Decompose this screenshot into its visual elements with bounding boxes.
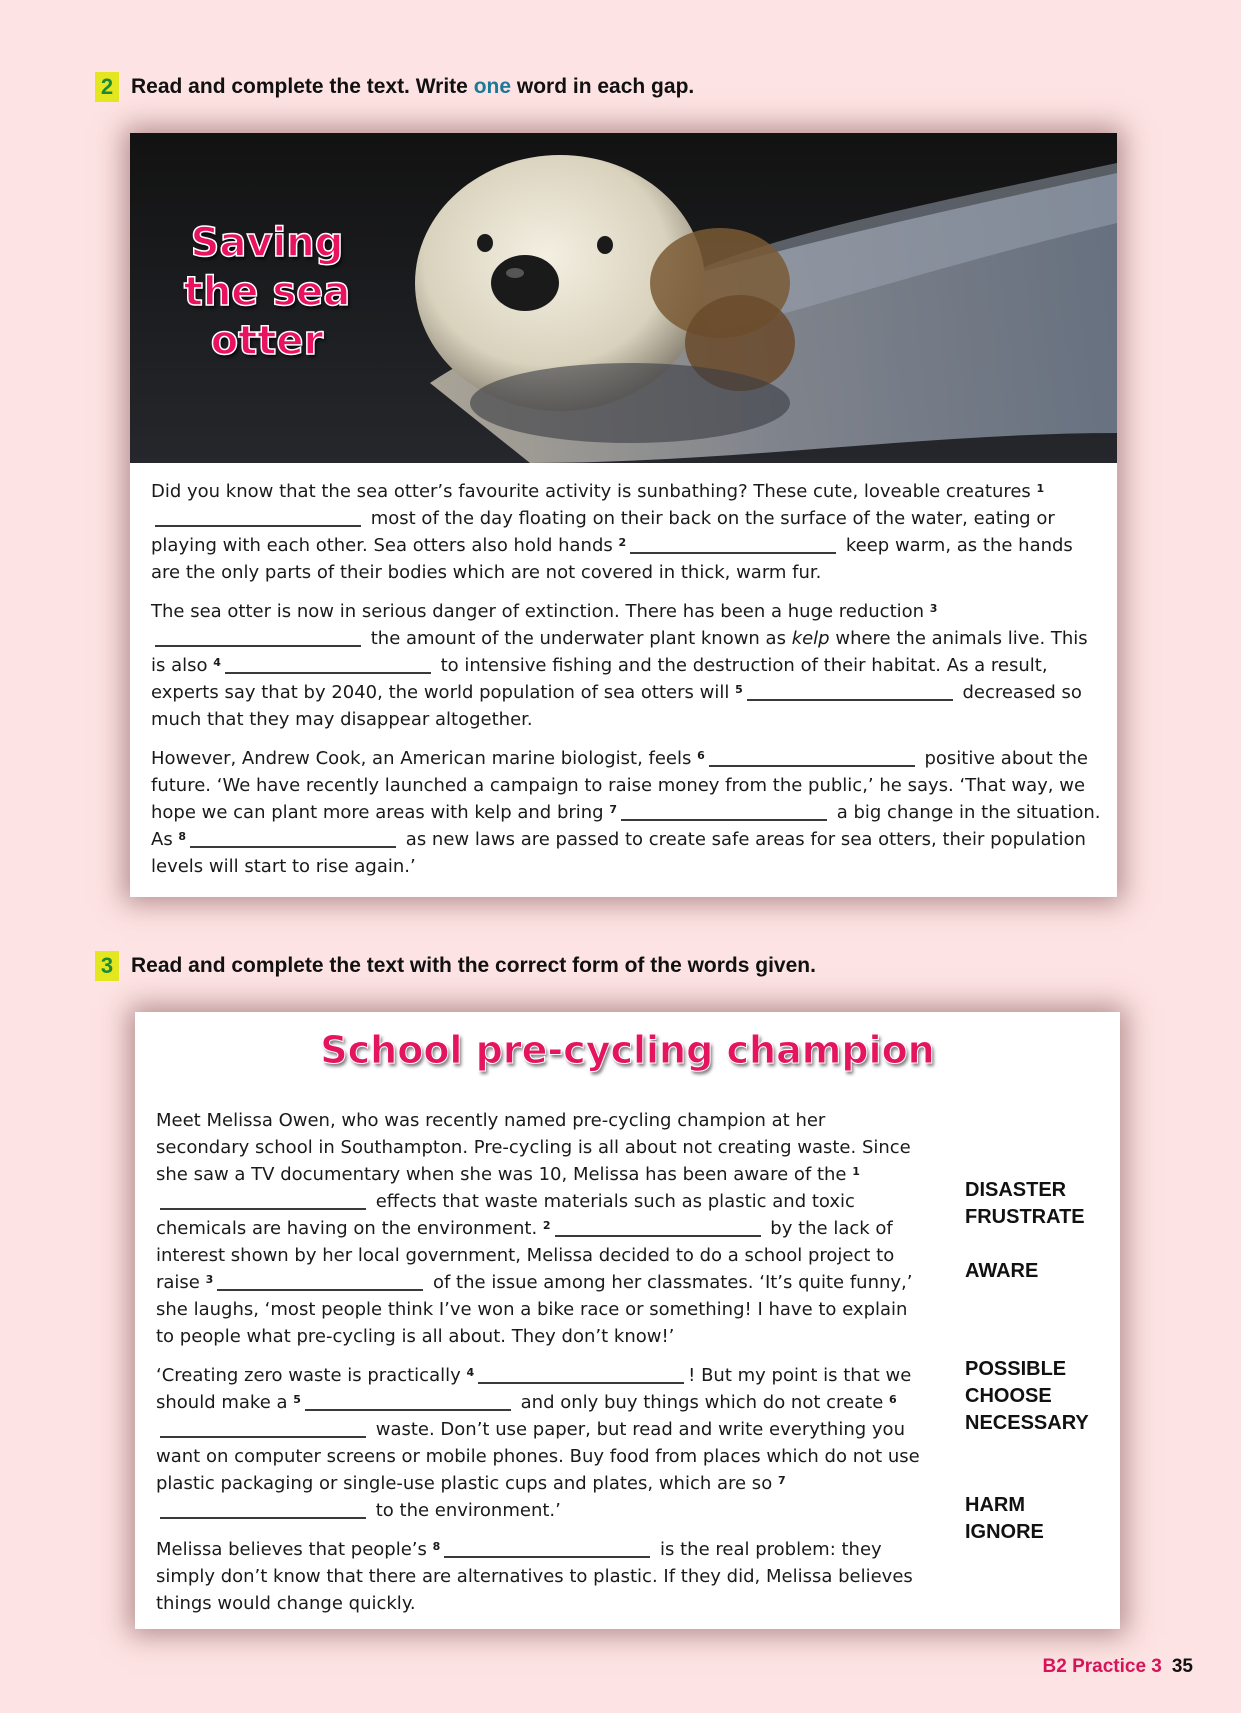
prompt-word: POSSIBLE	[965, 1358, 1067, 1380]
text-segment: ‘Creating zero waste is practically	[156, 1365, 467, 1386]
otter-gap-7[interactable]	[621, 819, 827, 821]
otter-gap-4[interactable]	[225, 672, 431, 674]
precycling-gap-7[interactable]	[160, 1517, 366, 1519]
prompt-word: DISASTER	[965, 1179, 1067, 1201]
page-footer	[1043, 1656, 1194, 1678]
precycling-gap-8[interactable]	[444, 1556, 650, 1558]
exercise-instruction	[131, 75, 694, 99]
text-segment: to the environment.’	[370, 1500, 561, 1521]
prompt-word: HARM	[965, 1494, 1025, 1516]
sea-otter-article-text	[151, 478, 1101, 892]
gap-number: 2	[618, 536, 627, 549]
gap-number: 4	[213, 656, 221, 669]
article-paragraph	[156, 1536, 921, 1617]
gap-number: 6	[889, 1393, 897, 1406]
instruction-text: word in each gap.	[511, 75, 695, 98]
photo-title-line: the sea	[183, 269, 351, 315]
exercise-instruction: Read and complete the text with the correct form of the words given.	[131, 954, 816, 977]
text-segment: The sea otter is now in serious danger of extinction. There has been a huge reduction	[151, 601, 930, 622]
prompt-word: AWARE	[965, 1260, 1039, 1282]
text-segment: by the lack of interest shown by her local government, Melissa decided to do a school project to raise	[156, 1218, 895, 1293]
sea-otter-article-card	[130, 133, 1117, 897]
prompt-word: IGNORE	[965, 1521, 1044, 1543]
otter-gap-2[interactable]	[630, 552, 836, 554]
text-segment: as new laws are passed to create safe areas for sea otters, their population levels will start to rise again.’	[151, 829, 1086, 877]
text-segment: positive about the future. ‘We have recently launched a campaign to raise money from the public,’ he says. ‘That way, we hope we can plant more areas with kelp and bring	[151, 748, 1089, 823]
gap-number: 8	[178, 830, 187, 843]
text-segment: keep warm, as the hands are the only parts of their bodies which are not covered in thick, warm fur.	[151, 535, 1073, 583]
precycling-article-text	[156, 1107, 921, 1629]
instruction-text: Read and complete the text. Write	[131, 75, 474, 98]
text-segment: However, Andrew Cook, an American marine biologist, feels	[151, 748, 698, 769]
text-segment: ! But my point is that we should make a	[156, 1365, 912, 1413]
text-segment: a big change in the situation. As	[151, 802, 1101, 850]
article-paragraph	[151, 745, 1101, 880]
gap-number: 3	[205, 1273, 214, 1286]
page-number: 35	[1171, 1656, 1193, 1677]
prompt-word: CHOOSE	[965, 1385, 1052, 1407]
precycling-gap-2[interactable]	[555, 1235, 761, 1237]
precycling-gap-3[interactable]	[217, 1289, 423, 1291]
text-segment: of the issue among her classmates. ‘It’s quite funny,’ she laughs, ‘most people think I’ve won a bike race or something! I have to explain to people what pre-cycling is all about. They don’t know!’	[156, 1272, 913, 1347]
text-segment: decreased so much that they may disappear altogether.	[151, 682, 1082, 730]
text-segment: and only buy things which do not create	[514, 1392, 889, 1413]
prompt-word: NECESSARY	[965, 1412, 1089, 1434]
gap-number: 1	[852, 1165, 860, 1178]
article-paragraph	[156, 1362, 921, 1524]
text-segment: Did you know that the sea otter’s favourite activity is sunbathing? These cute, loveable creatures	[151, 481, 1037, 502]
gap-number: 6	[697, 749, 705, 762]
precycling-gap-1[interactable]	[160, 1208, 366, 1210]
precycling-gap-4[interactable]	[478, 1382, 684, 1384]
text-segment: waste. Don’t use paper, but read and write everything you want on computer screens or mobile phones. Buy food from places which do not use plastic packaging or single-use plastic cups and plates, which are so	[156, 1419, 920, 1494]
gap-number: 2	[542, 1219, 551, 1232]
exercise-number-badge: 2	[95, 72, 119, 102]
prompt-word: FRUSTRATE	[965, 1206, 1085, 1228]
gap-number: 8	[432, 1540, 441, 1553]
book-title: B2 Practice 3	[1042, 1656, 1162, 1677]
text-segment: to intensive fishing and the destruction of their habitat. As a result, experts say that by 2040, the world population of sea otters will	[151, 655, 1048, 703]
exercise-3-heading	[95, 951, 816, 981]
text-segment: Meet Melissa Owen, who was recently named pre-cycling champion at her secondary school in Southampton. Pre-cycling is all about not creating waste. Since she saw a TV documentary when she was 10, Melissa has been aware of the	[156, 1110, 911, 1185]
gap-number: 4	[466, 1366, 475, 1379]
precycling-gap-5[interactable]	[305, 1409, 511, 1411]
article-paragraph	[151, 478, 1101, 586]
text-segment: where the animals live. This is also	[151, 628, 1088, 676]
instruction-accent-word: one	[473, 75, 512, 98]
sea-otter-photo	[130, 133, 1117, 463]
gap-number: 1	[1036, 482, 1045, 495]
italic-term: kelp	[791, 628, 830, 649]
exercise-2-heading	[95, 72, 694, 102]
text-segment: effects that waste materials such as plastic and toxic chemicals are having on the environment.	[156, 1191, 855, 1239]
otter-gap-1[interactable]	[155, 525, 361, 527]
text-segment: most of the day floating on their back on the surface of the water, eating or playing with each other. Sea otters also hold hands	[151, 508, 1055, 556]
otter-gap-6[interactable]	[709, 765, 915, 767]
gap-number: 7	[777, 1474, 786, 1487]
precycling-gap-6[interactable]	[160, 1436, 366, 1438]
photo-title	[182, 219, 352, 366]
otter-gap-3[interactable]	[155, 645, 361, 647]
photo-title-line: otter	[210, 318, 324, 364]
otter-gap-8[interactable]	[190, 846, 396, 848]
text-segment: is the real problem: they simply don’t know that there are alternatives to plastic. If they did, Melissa believes things would change quickly.	[156, 1539, 913, 1614]
otter-gap-5[interactable]	[747, 699, 953, 701]
exercise-number-badge: 3	[95, 951, 119, 981]
article-paragraph	[151, 598, 1101, 733]
text-segment: the amount of the underwater plant known as	[365, 628, 792, 649]
article-heading: School pre-cycling champion	[320, 1028, 935, 1072]
text-segment: Melissa believes that people’s	[156, 1539, 433, 1560]
article-paragraph	[156, 1107, 921, 1350]
gap-number: 5	[293, 1393, 301, 1406]
photo-title-line: Saving	[190, 220, 344, 266]
gap-number: 5	[735, 683, 743, 696]
precycling-article-card	[135, 1012, 1120, 1629]
gap-number: 7	[609, 803, 617, 816]
gap-number: 3	[929, 602, 938, 615]
